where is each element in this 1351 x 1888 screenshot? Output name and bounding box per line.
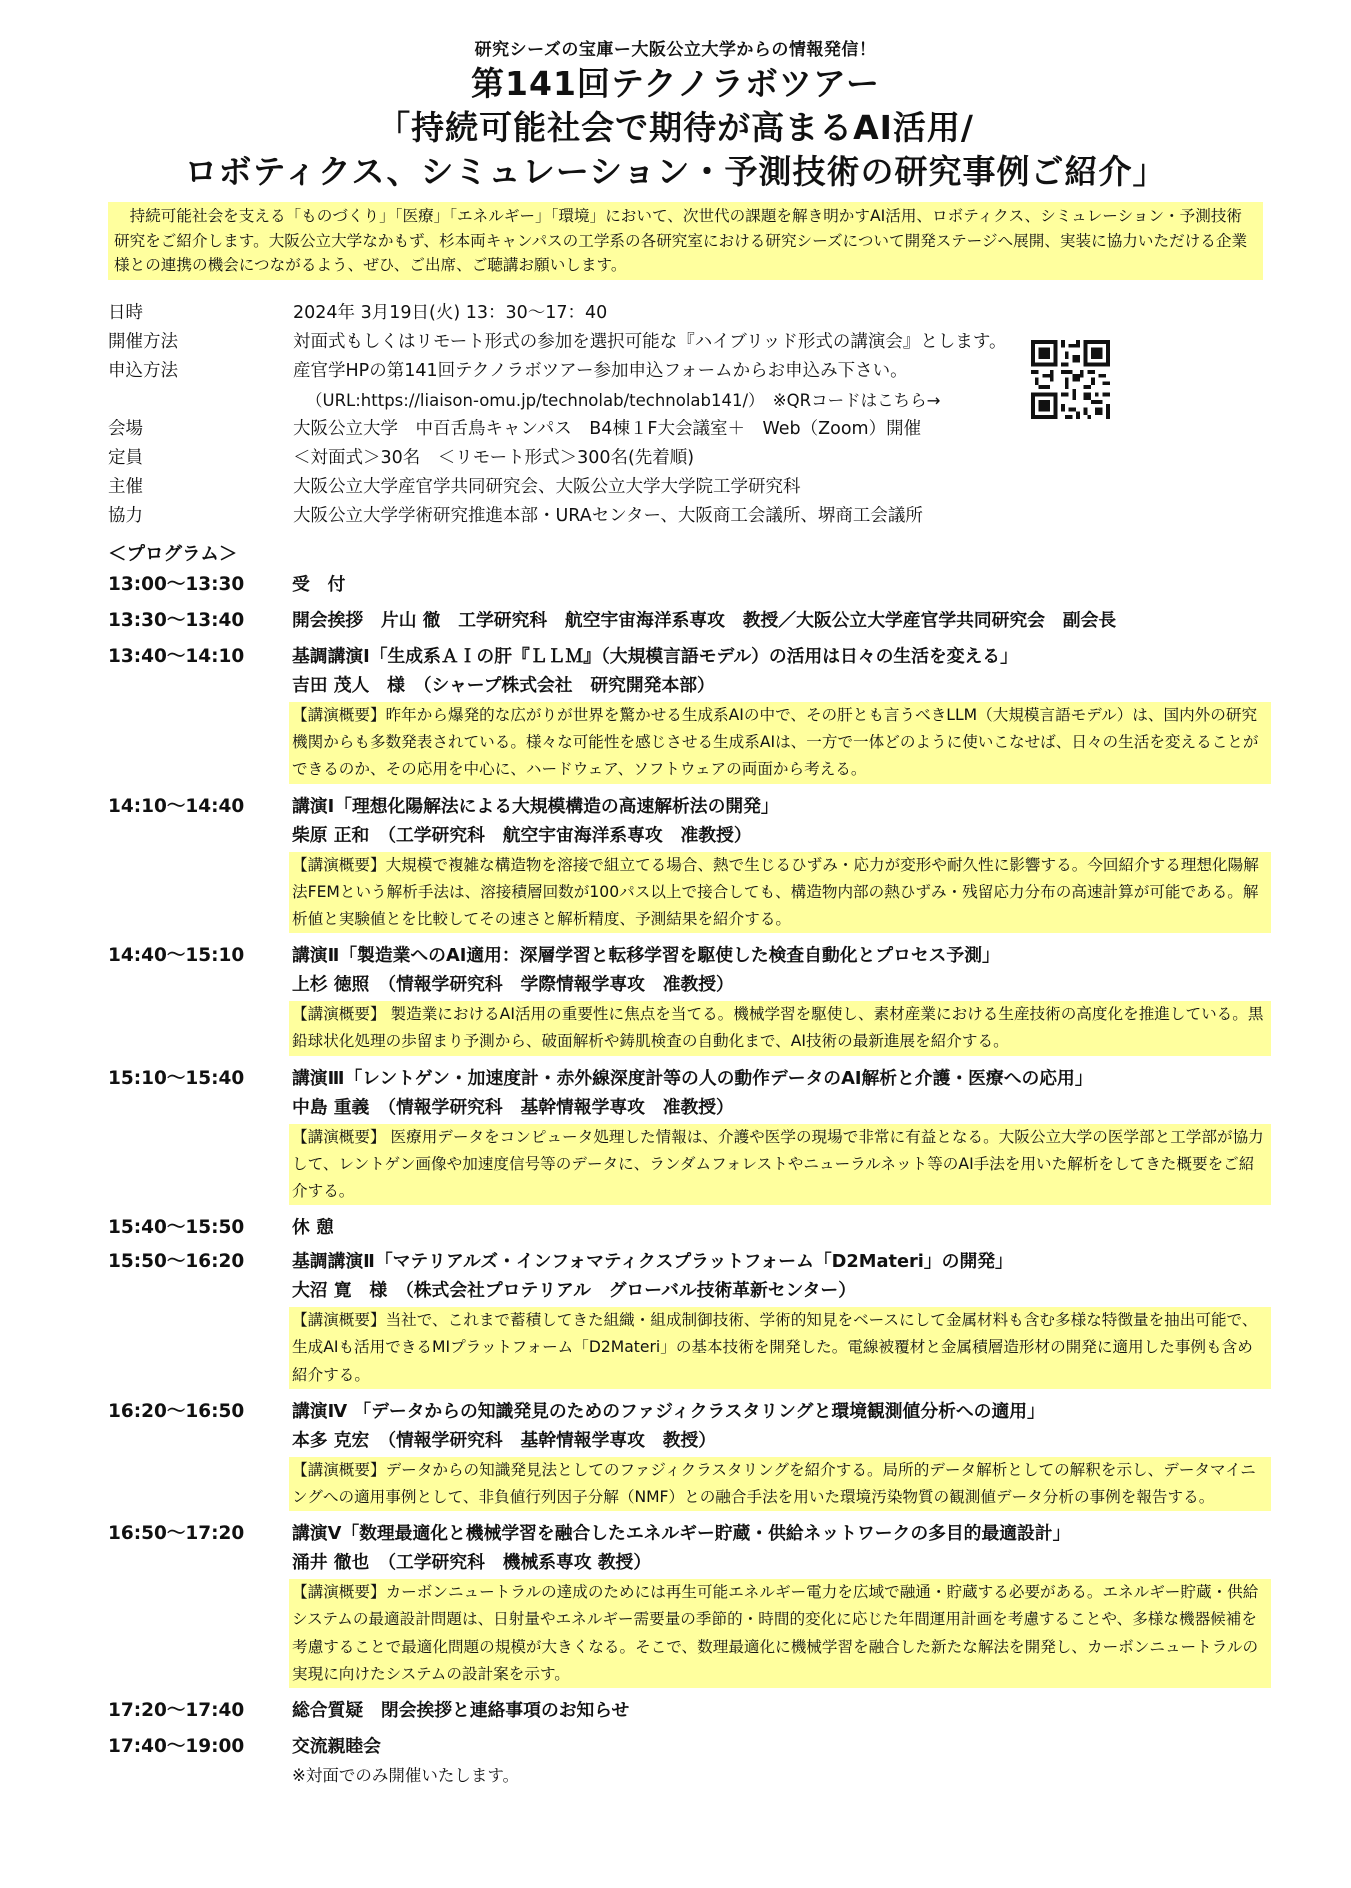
info-value: 大阪公立大学 中百舌鳥キャンパス B4棟１F大会議室＋ Web（Zoom）開催 bbox=[293, 419, 922, 439]
session-speaker: 本多 克宏 （情報学研究科 基幹情報学専攻 教授） bbox=[292, 1429, 717, 1451]
session-time: 14:10～14:40 bbox=[108, 795, 245, 817]
tagline: 研究シーズの宝庫ー大阪公立大学からの情報発信！ bbox=[474, 40, 877, 60]
info-value: 対面式もしくはリモート形式の参加を選択可能な『ハイブリッド形式の講演会』とします。 bbox=[293, 332, 1007, 352]
session-title: 基調講演Ⅰ「生成系ＡＩの肝『ＬＬＭ』（大規模言語モデル）の活用は日々の生活を変える」 bbox=[292, 646, 1018, 667]
session-title: 講演Ⅴ「数理最適化と機械学習を融合したエネルギー貯蔵・供給ネットワークの多目的最適設計」 bbox=[292, 1523, 1071, 1545]
info-capacity bbox=[108, 444, 1258, 473]
session-title: 交流親睦会 bbox=[292, 1736, 381, 1758]
session-networking bbox=[108, 1732, 1268, 1789]
session-speaker: 中島 重義 （情報学研究科 基幹情報学専攻 准教授） bbox=[292, 1096, 734, 1118]
info-label: 協力 bbox=[108, 506, 143, 526]
info-label: 主催 bbox=[108, 477, 143, 497]
session-lecture-2 bbox=[108, 941, 1268, 1055]
session-note: ※対面でのみ開催いたします。 bbox=[292, 1766, 520, 1786]
session-opening bbox=[108, 606, 1268, 636]
session-title: 受 付 bbox=[292, 574, 346, 595]
info-value: ＜対面式＞30名 ＜リモート形式＞300名(先着順) bbox=[293, 448, 695, 468]
title-line-3: ロボティクス、シミュレーション・予測技術の研究事例ご紹介」 bbox=[184, 152, 1167, 191]
session-title: 総合質疑 閉会挨拶と連絡事項のお知らせ bbox=[292, 1700, 630, 1722]
session-title: 講演Ⅲ「レントゲン・加速度計・赤外線深度計等の人の動作データのAI解析と介護・医療への応用」 bbox=[292, 1067, 1093, 1089]
session-time: 13:40～14:10 bbox=[108, 646, 245, 667]
info-value: 2024年 3月19日(火) 13：30～17：40 bbox=[293, 303, 608, 323]
session-lecture-4 bbox=[108, 1397, 1268, 1511]
session-time: 14:40～15:10 bbox=[108, 945, 245, 967]
info-value: 大阪公立大学産官学共同研究会、大阪公立大学大学院工学研究科 bbox=[293, 477, 801, 497]
session-speaker: 大沼 寛 様 （株式会社プロテリアル グローバル技術革新センター） bbox=[292, 1280, 856, 1302]
header bbox=[0, 38, 1351, 194]
info-label: 申込方法 bbox=[108, 361, 178, 381]
session-summary: 【講演概要】 医療用データをコンピュータ処理した情報は、介護や医学の現場で非常に有益となる。大阪公立大学の医学部と工学部が協力して、レントゲン画像や加速度信号等のデータに、ランダムフォレストやニューラルネット等のAI手法を用いた解析をしてきた概要をご紹介する。 bbox=[289, 1124, 1271, 1206]
title-line-1: 第141回テクノラボツアー bbox=[471, 64, 880, 103]
session-lecture-1 bbox=[108, 792, 1268, 934]
qr-code-icon[interactable] bbox=[1031, 340, 1110, 419]
session-summary: 【講演概要】 製造業におけるAI活用の重要性に焦点を当てる。機械学習を駆使し、素材産業における生産技術の高度化を推進している。黒鉛球状化処理の歩留まり予測から、破面解析や鋳肌検査の自動化まで、AI技術の最新進展を紹介する。 bbox=[289, 1001, 1271, 1055]
session-time: 17:20～17:40 bbox=[108, 1700, 245, 1722]
info-host bbox=[108, 473, 1258, 502]
session-speaker: 吉田 茂人 様 （シャープ株式会社 研究開発本部） bbox=[292, 675, 715, 696]
info-label: 日時 bbox=[108, 303, 143, 323]
apply-url-link[interactable]: （URL:https://liaison-omu.jp/technolab/technolab141/） ※QRコードはこちら→ bbox=[306, 391, 941, 410]
session-speaker: 涌井 徹也 （工学研究科 機械系専攻 教授） bbox=[292, 1552, 652, 1574]
session-title: 休 憩 bbox=[292, 1217, 334, 1239]
session-keynote-1 bbox=[108, 642, 1268, 784]
session-summary: 【講演概要】カーボンニュートラルの達成のためには再生可能エネルギー電力を広域で融通・貯蔵する必要がある。エネルギー貯蔵・供給システムの最適設計問題は、日射量やエネルギー需要量の季節的・時間的変化に応じた年間運用計画を考慮することや、多様な機器候補を考慮することで最適化問題の規模が大きくなる。そこで、数理最適化に機械学習を融合した新たな解法を開発し、カーボンニュートラルの実現に向けたシステムの設計案を示す。 bbox=[289, 1579, 1271, 1688]
session-title: 開会挨拶 片山 徹 工学研究科 航空宇宙海洋系専攻 教授／大阪公立大学産官学共同研究会 副会長 bbox=[292, 610, 1117, 631]
program-heading: ＜プログラム＞ bbox=[108, 544, 238, 565]
session-keynote-2 bbox=[108, 1247, 1268, 1389]
session-break bbox=[108, 1213, 1268, 1243]
session-time: 16:20～16:50 bbox=[108, 1400, 245, 1422]
session-time: 15:50～16:20 bbox=[108, 1251, 245, 1273]
session-speaker: 柴原 正和 （工学研究科 航空宇宙海洋系専攻 准教授） bbox=[292, 824, 752, 846]
title-line-2: 「持続可能社会で期待が高まるAI活用/ bbox=[377, 108, 974, 147]
info-label: 定員 bbox=[108, 448, 143, 468]
session-title: 講演Ⅳ 「データからの知識発見のためのファジィクラスタリングと環境観測値分析への適用」 bbox=[292, 1400, 1045, 1422]
session-time: 13:00～13:30 bbox=[108, 574, 245, 595]
session-title: 基調講演Ⅱ「マテリアルズ・インフォマティクスプラットフォーム「D2Materi」の開発」 bbox=[292, 1251, 1013, 1273]
session-lecture-5 bbox=[108, 1519, 1268, 1688]
session-time: 15:40～15:50 bbox=[108, 1217, 245, 1239]
session-summary: 【講演概要】当社で、これまで蓄積してきた組織・組成制御技術、学術的知見をベースにして金属材料も含む多様な特徴量を抽出可能で、生成AIも活用できるMIプラットフォーム「D2Materi」の基本技術を開発した。電線被覆材と金属積層造形材の開発に適用した事例も含め紹介する。 bbox=[289, 1307, 1271, 1389]
session-title: 講演Ⅱ「製造業へのAI適用：深層学習と転移学習を駆使した検査自動化とプロセス予測」 bbox=[292, 945, 1000, 967]
session-time: 17:40～19:00 bbox=[108, 1736, 245, 1758]
info-date bbox=[108, 299, 1258, 328]
info-value: 産官学HPの第141回テクノラボツアー参加申込フォームからお申込み下さい。 bbox=[293, 361, 908, 381]
info-venue bbox=[108, 415, 1258, 444]
session-summary: 【講演概要】昨年から爆発的な広がりが世界を驚かせる生成系AIの中で、その肝とも言うべきLLM（大規模言語モデル）は、国内外の研究機関からも多数発表されている。様々な可能性を感じさせる生成系AIは、一方で一体どのように使いこなせば、日々の生活を変えることができるのか、その応用を中心に、ハードウェア、ソフトウェアの両面から考える。 bbox=[289, 702, 1271, 784]
session-time: 15:10～15:40 bbox=[108, 1067, 245, 1089]
session-title: 講演Ⅰ「理想化陽解法による大規模構造の高速解析法の開発」 bbox=[292, 795, 779, 817]
session-summary: 【講演概要】大規模で複雑な構造物を溶接で組立てる場合、熱で生じるひずみ・応力が変形や耐久性に影響する。今回紹介する理想化陽解法FEMという解析手法は、溶接積層回数が100パス以上で接合しても、構造物内部の熱ひずみ・残留応力分布の高速計算が可能である。解析値と実験値とを比較してその速さと解析精度、予測結果を紹介する。 bbox=[289, 852, 1271, 934]
info-label: 開催方法 bbox=[108, 332, 178, 352]
program-list bbox=[108, 570, 1268, 1797]
session-lecture-3 bbox=[108, 1064, 1268, 1206]
info-label: 会場 bbox=[108, 419, 143, 439]
session-summary: 【講演概要】データからの知識発見法としてのファジィクラスタリングを紹介する。局所的データ解析としての解釈を示し、データマイニングへの適用事例として、非負値行列因子分解（NMF）との融合手法を用いた環境汚染物質の観測値データ分析の事例を報告する。 bbox=[289, 1457, 1271, 1511]
info-value: 大阪公立大学学術研究推進本部・URAセンター、大阪商工会議所、堺商工会議所 bbox=[293, 506, 923, 526]
session-time: 13:30～13:40 bbox=[108, 610, 245, 631]
session-time: 16:50～17:20 bbox=[108, 1523, 245, 1545]
intro-text: 持続可能社会を支える「ものづくり」「医療」「エネルギー」「環境」において、次世代の課題を解き明かすAI活用、ロボティクス、シミュレーション・予測技術研究をご紹介します。大阪公立大学なかもず、杉本両キャンパスの工学系の各研究室における研究シーズについて開発ステージへ展開、実装に協力いただける企業様との連携の機会につながるよう、ぜひ、ご出席、ご聴講お願いします。 bbox=[108, 202, 1263, 280]
session-reception bbox=[108, 570, 1268, 600]
info-support bbox=[108, 502, 1258, 531]
session-speaker: 上杉 徳照 （情報学研究科 学際情報学専攻 准教授） bbox=[292, 974, 734, 996]
session-closing bbox=[108, 1696, 1268, 1726]
